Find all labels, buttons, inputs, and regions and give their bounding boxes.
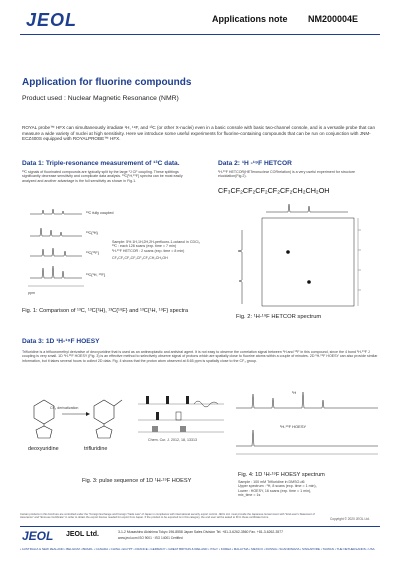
data2-body: ¹H-¹⁹F HETCOR(HETeronuclear CORrelation) is a very useful experiment for structure elucidation(Fig.2). (218, 170, 355, 179)
product-line: Product used : Nuclear Magnetic Resonance (NMR) (22, 95, 179, 102)
data3-heading: Data 3: 1D ¹H-¹⁹F HOESY (22, 338, 100, 345)
fig3-caption: Fig. 3: pulse sequence of 1D ¹H-¹⁹F HOESY (82, 478, 192, 484)
data2-formula: CF₃CF₂CF₂CF₂CF₂CF₂CH₂CH₂OH (218, 186, 330, 195)
footer-disclaimer: Certain products in this brochure are controlled under the "Foreign Exchange and Foreign Trade Law" of Japan in compliance with international security export control. JEOL Ltd. must provide the Japanese Government with "End-user's Statement of Assurance" and "End-use Certificate" in order to obtain the export license needed for export from Japan. If the product to be exported is in this category, the end user will be asked to fill in these certificate forms. (20, 513, 315, 520)
data3-body: Trifluridine is a trifluoromethyl derivative of deoxyuridine that is used as an antineoplastic and antiviral agent. It is not easy to observe the correlation signal between ¹H and ¹⁹F in this compound, since the 4 bond ¹H-¹⁹F J coupling is very small. 1D ¹H-¹⁹F HOESY (Fig. 3) is an effective method to selectively observe signal of protons which are spatially close to fluorine atoms within a couple of minutes. 2D ¹H-¹⁹F HOESY can also provide similar information, but it takes several hours to collect 2D data. Fig. 4 shows that the proton atom observed at 8.65 ppm is spatially close to the CF₃ group. (22, 350, 378, 363)
spec-label-hoesy: ¹H-¹⁹F HOESY (280, 424, 307, 429)
fig4-sample (238, 480, 384, 498)
sample-line: ¹³C : each 128 scans (exp. time = 7 min) (112, 244, 177, 249)
fig2-hetcor (218, 200, 382, 312)
fig4-caption: Fig. 4: 1D ¹H-¹⁹F HOESY spectrum (238, 472, 325, 478)
trace-label-2: ¹³C{¹H} (86, 231, 98, 235)
molecule-scheme (22, 392, 132, 450)
footer-rule (20, 526, 380, 527)
footer-logo: JEOL (22, 529, 54, 543)
trace-label-4: ¹³C{¹H, ¹⁹F} (86, 273, 106, 277)
footer-company: JEOL Ltd. (66, 531, 99, 538)
doc-type: Applications note (212, 14, 288, 24)
jeol-logo: JEOL (26, 10, 78, 30)
fig1-sample (112, 240, 202, 261)
spec-label-1h: ¹H (292, 390, 297, 395)
fig1-axis-label: ppm (28, 291, 35, 295)
mol-right-label: trifluridine (84, 446, 108, 452)
fig1-caption: Fig. 1: Comparison of ¹³C, ¹³C{¹H}, ¹³C{¹⁹F} and ¹³C{¹H, ¹⁹F} spectra (22, 308, 189, 314)
intro-text: ROYAL probe™ HFX can simultaneously irradiate ¹H, ¹⁹F, and ¹³C (or other X-nuclei) even in a basic console with basic two-channel console, and is a versatile probe that can measure a wide variety of nuclei at high sensitivity. Here we introduce some useful experiments for fluorine-containing compounds that can be run on conjunction with JNM-ECZ400S equipped with ROYALPROBE™ HFX. (22, 125, 376, 142)
footer-address: 3-1-2 Musashino Akishima Tokyo 196-8558 Japan Sales Division Tel. +81-3-6262-3560 Fax. +81-3-6262-3577 (118, 530, 283, 534)
citation: Chem. Cur. J. 2012, 18, 13313 (148, 438, 197, 442)
fig4-spectra (232, 388, 382, 462)
footer-copyright: Copyright © 2020 JEOL Ltd. (330, 517, 370, 521)
footer-countries: • AUSTRALIA & NEW ZEALAND • BELGIUM • BRAZIL • CANADA • CHINA • EGYPT • FRANCE • GERMANY • GREAT BRITAIN & IRELAND • ITALY • KOREA • MALAYSIA • MEXICO • RUSSIA • SCANDINAVIA • SINGAPORE • TAIWAN • THE NETHERLANDS • USA (20, 547, 375, 551)
fig3-pulse-sequence (136, 392, 226, 436)
footer-web: www.jeol.com ISO 9001 · ISO 14001 Certified (118, 536, 183, 540)
sample-line: ¹H-¹⁹F HETCOR : 2 scans (exp. time = 8 min) (112, 248, 185, 253)
data1-body: ¹³C signals of fluorinated compounds are typically split by the large ¹J CF coupling. These splittings significantly decrease sensitivity and complicate data analysis. ¹³C{¹H,¹⁹F} spectra can be most easily analyzed and another advantage is the full sensitivity as shown in Fig.1. (22, 170, 183, 183)
derivatization-label: CF₃ derivatization (50, 406, 79, 410)
sample4-line: Lower : HOESY, 16 scans (exp. time = 1 min), (238, 488, 312, 493)
sample-line: Sample: 5% 1H,1H,2H,2H-perfluoro-1-octanol in CDCl₃ (112, 240, 200, 244)
trace-label-1: ¹³C fully coupled (86, 211, 114, 215)
doc-number: NM200004E (308, 14, 359, 24)
sample4-line: Upper spectrum : ¹H, 8 scans (exp. time = 1 min), (238, 484, 317, 489)
fig1-formula: CF₃CF₂CF₂CF₂CF₂CF₂CH₂CH₂OH (112, 256, 168, 261)
sample4-line: Sample : 100 mM Trifluridine in DMSO-d6 (238, 480, 305, 484)
mol-left-label: deoxyuridine (28, 446, 59, 452)
data1-heading: Data 1: Triple-resonance measurement of ¹³C data. (22, 160, 180, 167)
data2-heading: Data 2: ¹H -¹⁹F HETCOR (218, 160, 292, 167)
header-rule (20, 34, 380, 35)
trace-label-3: ¹³C{¹⁹F} (86, 251, 100, 255)
page-title: Application for fluorine compounds (22, 77, 192, 88)
fig2-caption: Fig. 2: ¹H-¹⁹F HETCOR spectrum (236, 314, 322, 320)
sample4-line: mix_time = 1s (238, 493, 261, 498)
